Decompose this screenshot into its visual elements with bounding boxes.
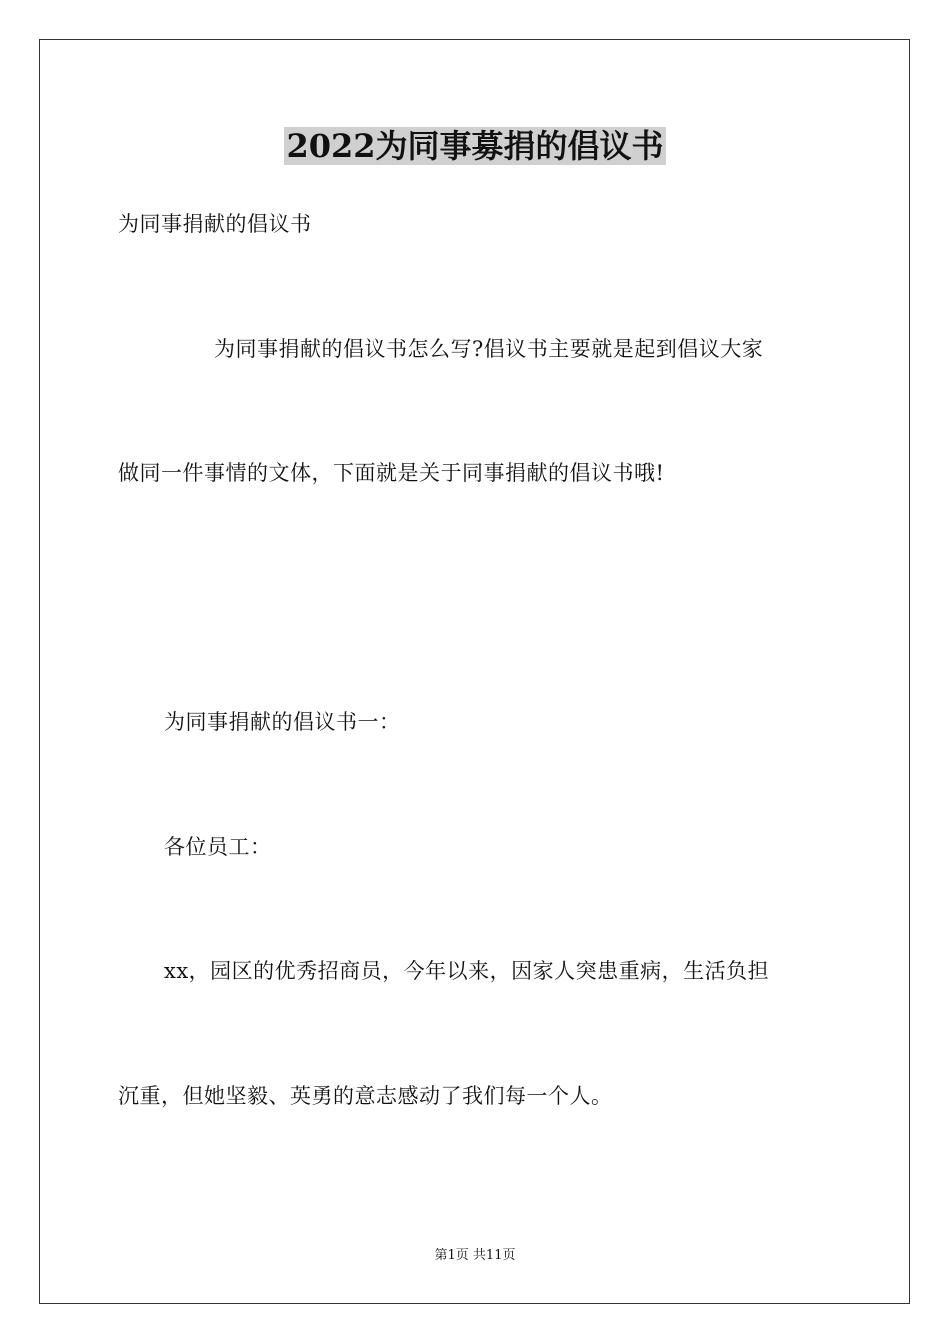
page-footer: 第1页 共11页 [434, 1248, 516, 1263]
body-paragraph-line-2: 沉重，但她坚毅、英勇的意志感动了我们每一个人。 [118, 1084, 613, 1108]
intro-paragraph-line-2: 做同一件事情的文体，下面就是关于同事捐献的倡议书哦! [118, 461, 665, 485]
intro-paragraph-line-1: 为同事捐献的倡议书怎么写?倡议书主要就是起到倡议大家 [214, 337, 764, 361]
salutation: 各位员工： [164, 835, 272, 859]
document-title-text: 2022为同事募捐的倡议书 [286, 127, 664, 165]
subtitle-line: 为同事捐献的倡议书 [118, 212, 312, 236]
body-paragraph-line-1: xx，园区的优秀招商员，今年以来，因家人突患重病，生活负担 [164, 959, 770, 983]
document-title [0, 124, 950, 168]
section-heading: 为同事捐献的倡议书一： [164, 710, 401, 734]
